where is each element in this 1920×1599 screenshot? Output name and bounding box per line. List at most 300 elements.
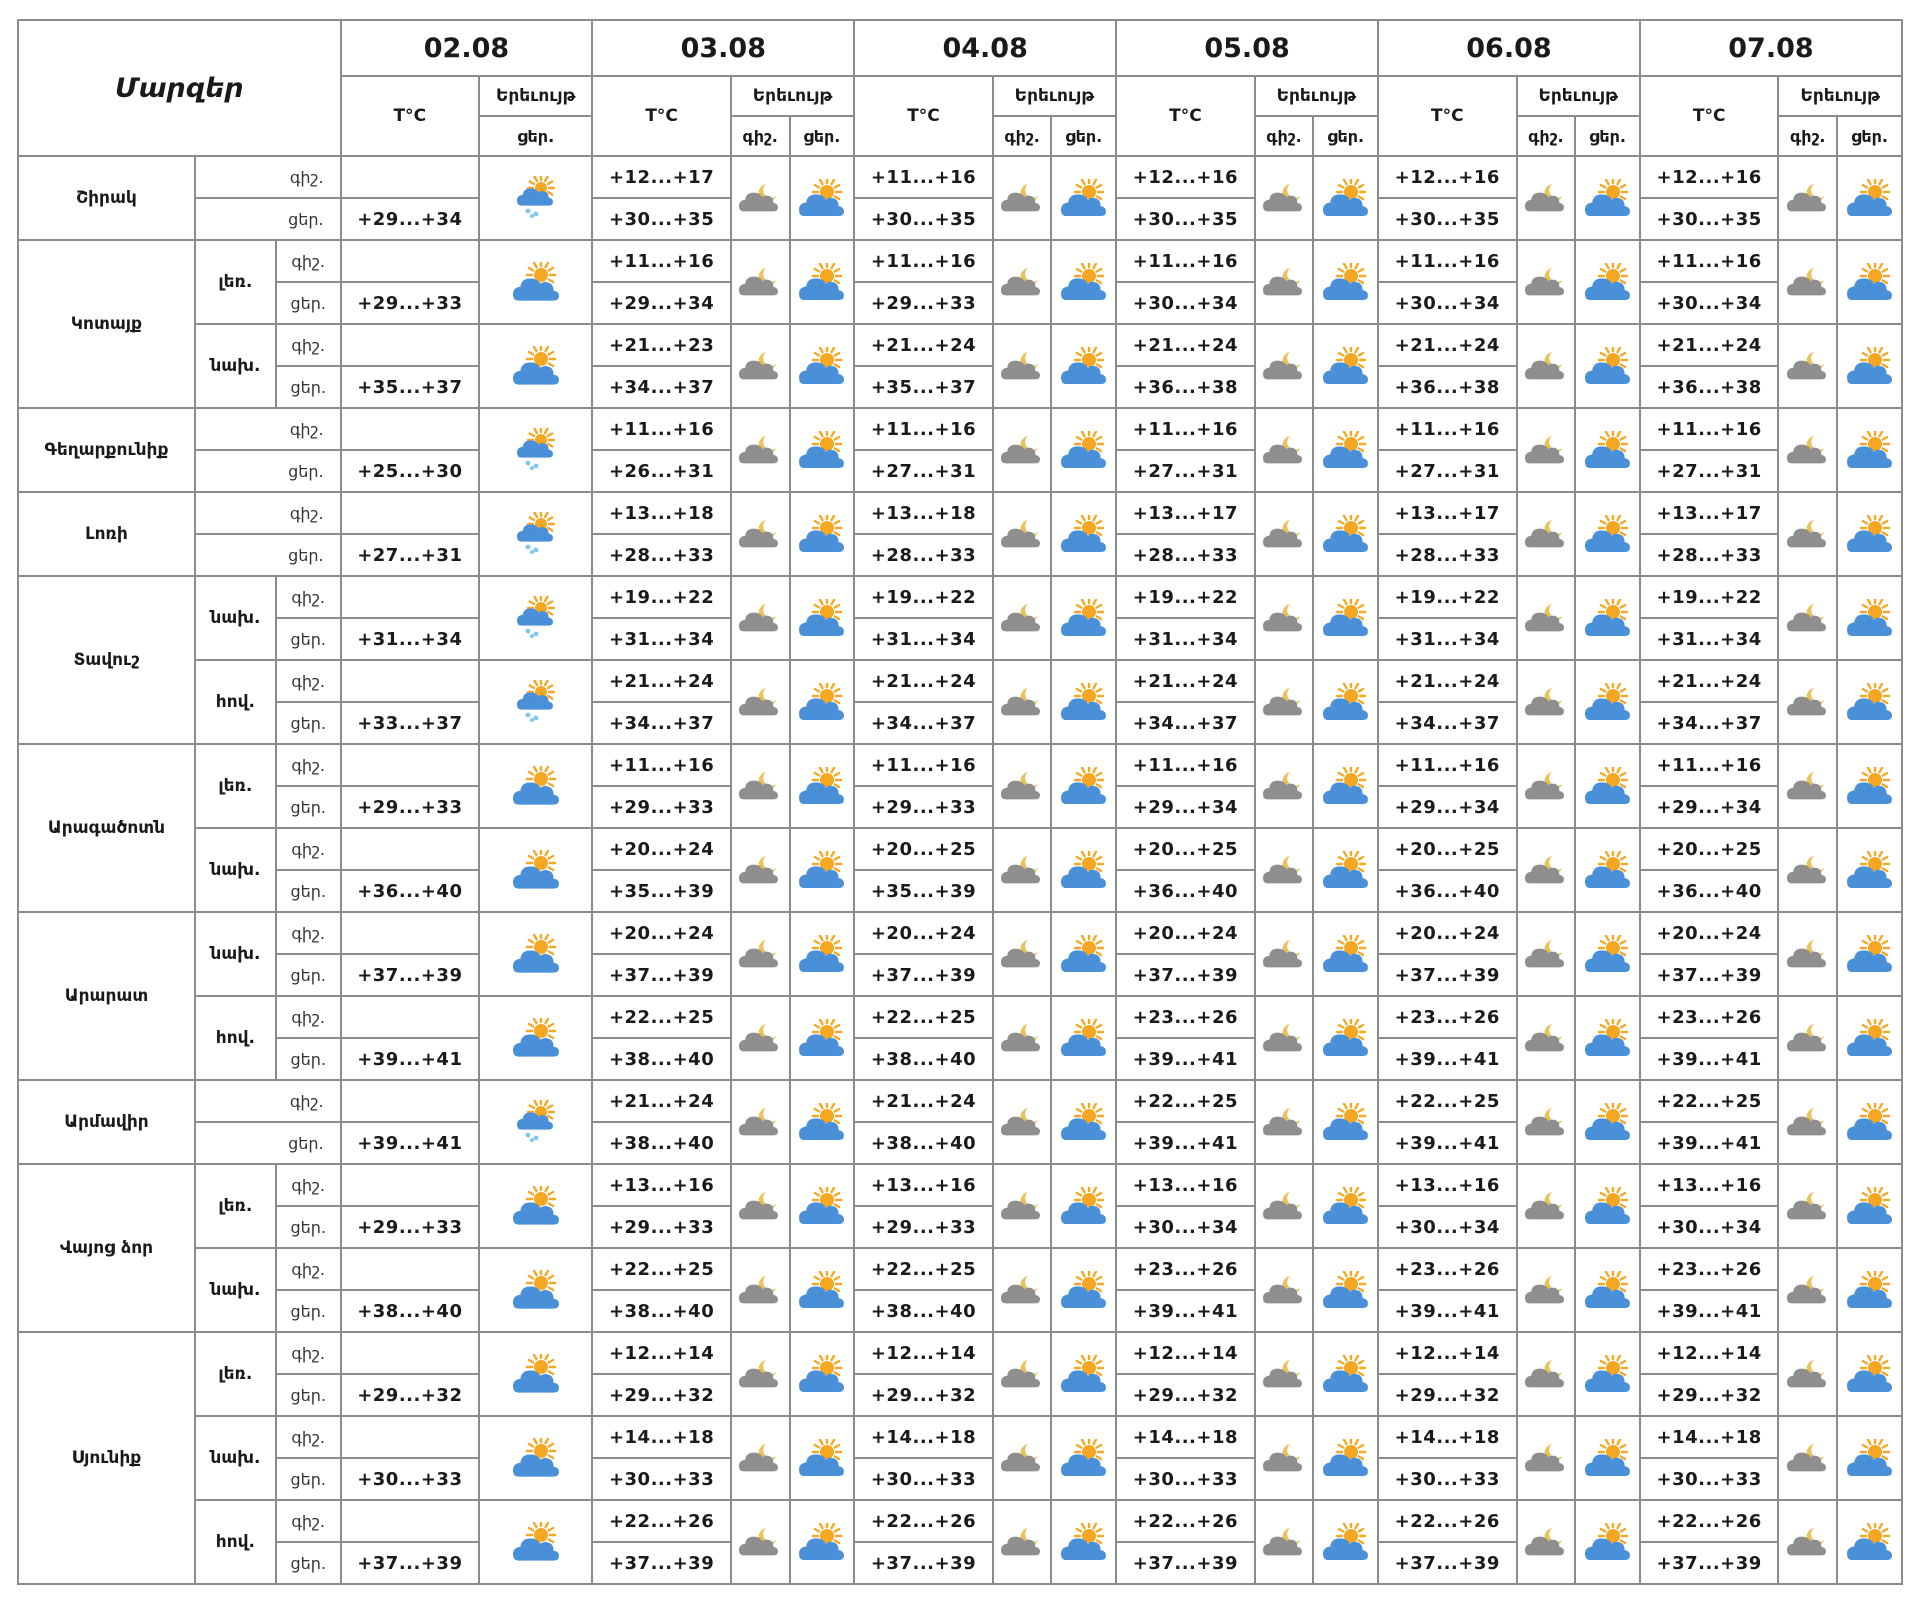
partly-cloudy-rain-icon — [479, 576, 592, 660]
day-temp: +37...+39 — [854, 954, 993, 996]
night-temp — [341, 408, 480, 450]
night-header: գիշ. — [1778, 116, 1837, 156]
night-temp — [341, 1248, 480, 1290]
night-temp: +21...+24 — [1116, 660, 1255, 702]
night-temp: +12...+17 — [592, 156, 731, 198]
night-temp: +22...+25 — [1116, 1080, 1255, 1122]
night-temp: +19...+22 — [592, 576, 731, 618]
cloud-moon-icon — [1255, 1332, 1314, 1416]
zone-name: լեռ. — [195, 1332, 276, 1416]
night-label: գիշ. — [276, 1416, 341, 1458]
day-temp: +27...+31 — [1116, 450, 1255, 492]
day-temp: +39...+41 — [1378, 1038, 1517, 1080]
day-temp: +30...+33 — [1116, 1458, 1255, 1500]
cloud-moon-icon — [993, 660, 1052, 744]
cloud-moon-icon — [1517, 492, 1576, 576]
night-temp: +21...+24 — [1116, 324, 1255, 366]
night-temp: +11...+16 — [1640, 240, 1779, 282]
night-temp: +12...+14 — [592, 1332, 731, 1374]
temp-header: T°C — [1116, 76, 1255, 156]
night-temp: +12...+14 — [1378, 1332, 1517, 1374]
partly-cloudy-icon — [479, 744, 592, 828]
partly-cloudy-icon — [1575, 1332, 1640, 1416]
day-temp: +37...+39 — [1640, 954, 1779, 996]
cloud-moon-icon — [1517, 240, 1576, 324]
day-temp: +38...+40 — [854, 1122, 993, 1164]
night-temp: +20...+25 — [1378, 828, 1517, 870]
partly-cloudy-icon — [1575, 408, 1640, 492]
partly-cloudy-icon — [1313, 1248, 1378, 1332]
partly-cloudy-icon — [1837, 492, 1902, 576]
day-label: ցեր. — [276, 1374, 341, 1416]
night-temp: +12...+16 — [1378, 156, 1517, 198]
night-temp: +20...+25 — [854, 828, 993, 870]
day-temp: +37...+39 — [1378, 1542, 1517, 1584]
night-temp: +11...+16 — [592, 408, 731, 450]
cloud-moon-icon — [1517, 996, 1576, 1080]
partly-cloudy-icon — [790, 660, 855, 744]
region-name: Արարատ — [18, 912, 195, 1080]
table-row — [18, 240, 1902, 282]
zone-name: լեռ. — [195, 240, 276, 324]
partly-cloudy-icon — [790, 1080, 855, 1164]
day-temp: +30...+34 — [1378, 282, 1517, 324]
night-temp: +22...+26 — [1116, 1500, 1255, 1542]
partly-cloudy-icon — [1313, 1080, 1378, 1164]
night-temp: +13...+17 — [1378, 492, 1517, 534]
cloud-moon-icon — [1778, 1332, 1837, 1416]
partly-cloudy-icon — [1051, 156, 1116, 240]
night-temp: +20...+24 — [592, 912, 731, 954]
partly-cloudy-icon — [1575, 492, 1640, 576]
cloud-moon-icon — [1778, 1248, 1837, 1332]
partly-cloudy-icon — [1051, 1332, 1116, 1416]
partly-cloudy-icon — [1575, 240, 1640, 324]
day-temp: +25...+30 — [341, 450, 480, 492]
day-temp: +39...+41 — [1116, 1122, 1255, 1164]
day-label: ցեր. — [195, 1122, 341, 1164]
day-header: ցեր. — [479, 116, 592, 156]
day-temp: +30...+34 — [1640, 282, 1779, 324]
day-temp: +36...+38 — [1640, 366, 1779, 408]
day-temp: +29...+33 — [854, 282, 993, 324]
date-header: 03.08 — [592, 20, 854, 76]
night-temp: +11...+16 — [1378, 408, 1517, 450]
cloud-moon-icon — [1778, 1164, 1837, 1248]
day-temp: +36...+38 — [1378, 366, 1517, 408]
day-temp: +29...+32 — [341, 1374, 480, 1416]
partly-cloudy-icon — [790, 156, 855, 240]
day-temp: +30...+33 — [592, 1458, 731, 1500]
regions-header: Մարզեր — [18, 20, 341, 156]
night-temp — [341, 828, 480, 870]
day-temp: +29...+32 — [1640, 1374, 1779, 1416]
region-name: Արագածոտն — [18, 744, 195, 912]
night-temp: +20...+24 — [592, 828, 731, 870]
night-temp: +11...+16 — [1116, 240, 1255, 282]
day-temp: +30...+34 — [1116, 282, 1255, 324]
night-temp: +11...+16 — [1640, 408, 1779, 450]
day-temp: +38...+40 — [592, 1038, 731, 1080]
cloud-moon-icon — [1778, 912, 1837, 996]
night-temp — [341, 912, 480, 954]
partly-cloudy-icon — [1837, 1332, 1902, 1416]
temp-header: T°C — [1640, 76, 1779, 156]
partly-cloudy-icon — [1837, 576, 1902, 660]
partly-cloudy-icon — [1575, 1080, 1640, 1164]
partly-cloudy-icon — [1313, 576, 1378, 660]
zone-name: հով. — [195, 1500, 276, 1584]
cloud-moon-icon — [1255, 660, 1314, 744]
cloud-moon-icon — [1517, 1500, 1576, 1584]
partly-cloudy-icon — [1313, 156, 1378, 240]
day-temp: +36...+40 — [1378, 870, 1517, 912]
partly-cloudy-icon — [1313, 1332, 1378, 1416]
night-label: գիշ. — [276, 1500, 341, 1542]
day-temp: +29...+34 — [1378, 786, 1517, 828]
table-row — [18, 1080, 1902, 1122]
cloud-moon-icon — [1517, 828, 1576, 912]
day-label: ցեր. — [276, 1458, 341, 1500]
partly-cloudy-icon — [790, 1332, 855, 1416]
region-name: Տավուշ — [18, 576, 195, 744]
partly-cloudy-icon — [1837, 996, 1902, 1080]
night-temp: +14...+18 — [1116, 1416, 1255, 1458]
night-temp: +19...+22 — [1116, 576, 1255, 618]
night-temp: +21...+24 — [1640, 660, 1779, 702]
night-temp: +22...+25 — [1378, 1080, 1517, 1122]
night-label: գիշ. — [276, 324, 341, 366]
partly-cloudy-icon — [1837, 1164, 1902, 1248]
cloud-moon-icon — [1517, 912, 1576, 996]
partly-cloudy-icon — [1837, 1500, 1902, 1584]
night-temp: +23...+26 — [1116, 996, 1255, 1038]
table-row — [18, 1164, 1902, 1206]
night-label: գիշ. — [195, 408, 341, 450]
partly-cloudy-icon — [1837, 744, 1902, 828]
night-temp: +13...+16 — [854, 1164, 993, 1206]
day-temp: +39...+41 — [1116, 1038, 1255, 1080]
cloud-moon-icon — [993, 1332, 1052, 1416]
day-temp: +39...+41 — [1378, 1122, 1517, 1164]
night-label: գիշ. — [195, 492, 341, 534]
cloud-moon-icon — [1778, 996, 1837, 1080]
partly-cloudy-icon — [1575, 660, 1640, 744]
night-temp: +11...+16 — [1640, 744, 1779, 786]
forecast-table — [17, 19, 1903, 1585]
cloud-moon-icon — [1255, 156, 1314, 240]
night-temp: +21...+24 — [1378, 324, 1517, 366]
forecast-page — [17, 19, 1903, 1585]
day-label: ցեր. — [276, 870, 341, 912]
night-temp: +22...+25 — [592, 996, 731, 1038]
cloud-moon-icon — [1255, 1080, 1314, 1164]
night-temp: +13...+16 — [1640, 1164, 1779, 1206]
night-temp — [341, 240, 480, 282]
cloud-moon-icon — [1778, 660, 1837, 744]
night-temp: +12...+14 — [1116, 1332, 1255, 1374]
day-label: ցեր. — [276, 282, 341, 324]
day-temp: +30...+35 — [854, 198, 993, 240]
night-temp — [341, 1416, 480, 1458]
day-temp: +31...+34 — [341, 618, 480, 660]
cloud-moon-icon — [1517, 576, 1576, 660]
region-name: Արմավիր — [18, 1080, 195, 1164]
night-temp: +22...+25 — [854, 996, 993, 1038]
night-temp: +23...+26 — [1116, 1248, 1255, 1290]
cloud-moon-icon — [731, 324, 790, 408]
night-label: գիշ. — [276, 1248, 341, 1290]
night-temp: +11...+16 — [592, 744, 731, 786]
day-temp: +29...+33 — [341, 282, 480, 324]
partly-cloudy-icon — [479, 996, 592, 1080]
cloud-moon-icon — [731, 156, 790, 240]
partly-cloudy-icon — [479, 240, 592, 324]
cloud-moon-icon — [1778, 828, 1837, 912]
table-row — [18, 156, 1902, 198]
cloud-moon-icon — [993, 408, 1052, 492]
partly-cloudy-icon — [1575, 1164, 1640, 1248]
day-temp: +28...+33 — [854, 534, 993, 576]
day-temp: +26...+31 — [592, 450, 731, 492]
night-temp — [341, 1500, 480, 1542]
day-temp: +37...+39 — [1116, 1542, 1255, 1584]
day-temp: +29...+33 — [592, 1206, 731, 1248]
temp-header: T°C — [341, 76, 480, 156]
cloud-moon-icon — [731, 1080, 790, 1164]
date-header: 07.08 — [1640, 20, 1902, 76]
night-temp — [341, 1332, 480, 1374]
night-temp — [341, 1164, 480, 1206]
night-header: գիշ. — [993, 116, 1052, 156]
partly-cloudy-icon — [1837, 1248, 1902, 1332]
day-temp: +30...+33 — [854, 1458, 993, 1500]
cloud-moon-icon — [1517, 1164, 1576, 1248]
partly-cloudy-icon — [1051, 324, 1116, 408]
day-temp: +38...+40 — [854, 1290, 993, 1332]
partly-cloudy-icon — [1051, 1080, 1116, 1164]
night-temp: +23...+26 — [1378, 996, 1517, 1038]
cloud-moon-icon — [1255, 324, 1314, 408]
cloud-moon-icon — [731, 408, 790, 492]
day-temp: +36...+40 — [341, 870, 480, 912]
night-temp: +11...+16 — [592, 240, 731, 282]
cloud-moon-icon — [993, 156, 1052, 240]
table-row — [18, 324, 1902, 366]
night-header: գիշ. — [1255, 116, 1314, 156]
partly-cloudy-icon — [479, 1332, 592, 1416]
night-temp: +19...+22 — [1640, 576, 1779, 618]
night-header: գիշ. — [731, 116, 790, 156]
day-temp: +37...+39 — [341, 954, 480, 996]
cloud-moon-icon — [1778, 1500, 1837, 1584]
night-label: գիշ. — [276, 1164, 341, 1206]
phenomenon-header: Երեւույթ — [731, 76, 854, 116]
cloud-moon-icon — [731, 744, 790, 828]
night-temp: +22...+25 — [1640, 1080, 1779, 1122]
day-temp: +34...+37 — [1640, 702, 1779, 744]
partly-cloudy-icon — [479, 912, 592, 996]
cloud-moon-icon — [731, 912, 790, 996]
night-label: գիշ. — [276, 912, 341, 954]
table-row — [18, 828, 1902, 870]
cloud-moon-icon — [731, 660, 790, 744]
cloud-moon-icon — [1517, 408, 1576, 492]
day-temp: +30...+33 — [341, 1458, 480, 1500]
night-label: գիշ. — [276, 576, 341, 618]
night-temp — [341, 660, 480, 702]
night-label: գիշ. — [276, 996, 341, 1038]
day-label: ցեր. — [195, 198, 341, 240]
day-temp: +35...+39 — [592, 870, 731, 912]
partly-cloudy-icon — [790, 492, 855, 576]
day-temp: +29...+32 — [854, 1374, 993, 1416]
zone-name: լեռ. — [195, 744, 276, 828]
night-label: գիշ. — [276, 744, 341, 786]
table-row — [18, 576, 1902, 618]
partly-cloudy-icon — [1313, 492, 1378, 576]
day-temp: +29...+34 — [1116, 786, 1255, 828]
day-temp: +38...+40 — [854, 1038, 993, 1080]
partly-cloudy-icon — [1313, 1164, 1378, 1248]
night-temp: +12...+16 — [1640, 156, 1779, 198]
night-temp: +13...+17 — [1116, 492, 1255, 534]
cloud-moon-icon — [993, 240, 1052, 324]
partly-cloudy-icon — [790, 1416, 855, 1500]
partly-cloudy-icon — [1051, 1500, 1116, 1584]
night-temp: +22...+26 — [854, 1500, 993, 1542]
night-label: գիշ. — [195, 156, 341, 198]
partly-cloudy-icon — [1313, 240, 1378, 324]
night-temp: +14...+18 — [854, 1416, 993, 1458]
cloud-moon-icon — [993, 912, 1052, 996]
day-temp: +28...+33 — [592, 534, 731, 576]
day-temp: +36...+40 — [1116, 870, 1255, 912]
region-name: Կոտայք — [18, 240, 195, 408]
day-temp: +39...+41 — [1378, 1290, 1517, 1332]
partly-cloudy-icon — [479, 324, 592, 408]
night-temp: +19...+22 — [1378, 576, 1517, 618]
cloud-moon-icon — [731, 240, 790, 324]
night-temp: +11...+16 — [1378, 240, 1517, 282]
day-temp: +30...+35 — [1640, 198, 1779, 240]
day-temp: +37...+39 — [854, 1542, 993, 1584]
day-temp: +36...+38 — [1116, 366, 1255, 408]
date-header: 04.08 — [854, 20, 1116, 76]
night-temp: +21...+24 — [1640, 324, 1779, 366]
partly-cloudy-icon — [790, 408, 855, 492]
zone-name: նախ. — [195, 912, 276, 996]
day-temp: +30...+34 — [1378, 1206, 1517, 1248]
day-temp: +29...+33 — [341, 786, 480, 828]
cloud-moon-icon — [1778, 1080, 1837, 1164]
cloud-moon-icon — [1778, 744, 1837, 828]
day-temp: +29...+32 — [592, 1374, 731, 1416]
phenomenon-header: Երեւույթ — [1517, 76, 1640, 116]
partly-cloudy-rain-icon — [479, 408, 592, 492]
night-temp — [341, 324, 480, 366]
day-temp: +35...+39 — [854, 870, 993, 912]
cloud-moon-icon — [1517, 744, 1576, 828]
night-temp — [341, 996, 480, 1038]
partly-cloudy-icon — [1051, 660, 1116, 744]
night-temp: +21...+24 — [854, 1080, 993, 1122]
day-temp: +29...+33 — [341, 1206, 480, 1248]
night-temp: +20...+25 — [1116, 828, 1255, 870]
zone-name: հով. — [195, 996, 276, 1080]
night-label: գիշ. — [276, 828, 341, 870]
region-name: Շիրակ — [18, 156, 195, 240]
table-row — [18, 996, 1902, 1038]
night-temp: +11...+16 — [1116, 408, 1255, 450]
cloud-moon-icon — [1517, 1248, 1576, 1332]
night-temp: +21...+23 — [592, 324, 731, 366]
day-temp: +29...+33 — [854, 1206, 993, 1248]
cloud-moon-icon — [731, 1416, 790, 1500]
partly-cloudy-icon — [1313, 1416, 1378, 1500]
table-row — [18, 912, 1902, 954]
partly-cloudy-icon — [1837, 240, 1902, 324]
night-temp: +22...+26 — [592, 1500, 731, 1542]
day-temp: +27...+31 — [1378, 450, 1517, 492]
day-temp: +29...+34 — [592, 282, 731, 324]
day-label: ցեր. — [276, 618, 341, 660]
region-name: Վայոց ձոր — [18, 1164, 195, 1332]
day-label: ցեր. — [276, 702, 341, 744]
partly-cloudy-icon — [1837, 912, 1902, 996]
day-temp: +31...+34 — [854, 618, 993, 660]
night-temp: +20...+24 — [1116, 912, 1255, 954]
night-temp: +20...+24 — [1378, 912, 1517, 954]
partly-cloudy-icon — [1837, 828, 1902, 912]
night-label: գիշ. — [276, 240, 341, 282]
partly-cloudy-icon — [790, 1248, 855, 1332]
cloud-moon-icon — [1255, 1500, 1314, 1584]
day-temp: +38...+40 — [592, 1122, 731, 1164]
partly-cloudy-icon — [790, 576, 855, 660]
partly-cloudy-icon — [1051, 1416, 1116, 1500]
partly-cloudy-icon — [1051, 240, 1116, 324]
night-temp: +13...+16 — [592, 1164, 731, 1206]
night-temp: +20...+24 — [1640, 912, 1779, 954]
day-temp: +37...+39 — [1378, 954, 1517, 996]
partly-cloudy-rain-icon — [479, 492, 592, 576]
night-temp: +23...+26 — [1640, 1248, 1779, 1290]
day-label: ցեր. — [276, 1206, 341, 1248]
night-temp: +13...+18 — [592, 492, 731, 534]
cloud-moon-icon — [993, 1500, 1052, 1584]
night-temp: +22...+26 — [1640, 1500, 1779, 1542]
partly-cloudy-icon — [1575, 996, 1640, 1080]
partly-cloudy-icon — [1313, 996, 1378, 1080]
phenomenon-header: Երեւույթ — [1255, 76, 1378, 116]
day-temp: +34...+37 — [592, 366, 731, 408]
cloud-moon-icon — [731, 576, 790, 660]
partly-cloudy-icon — [1837, 408, 1902, 492]
partly-cloudy-icon — [479, 1416, 592, 1500]
partly-cloudy-icon — [1313, 660, 1378, 744]
night-label: գիշ. — [276, 1332, 341, 1374]
night-temp: +11...+16 — [854, 744, 993, 786]
day-temp: +37...+39 — [341, 1542, 480, 1584]
day-temp: +34...+37 — [592, 702, 731, 744]
night-temp: +13...+16 — [1116, 1164, 1255, 1206]
cloud-moon-icon — [1778, 408, 1837, 492]
night-temp: +14...+18 — [1640, 1416, 1779, 1458]
night-temp: +11...+16 — [1116, 744, 1255, 786]
cloud-moon-icon — [1517, 1332, 1576, 1416]
night-label: գիշ. — [195, 1080, 341, 1122]
